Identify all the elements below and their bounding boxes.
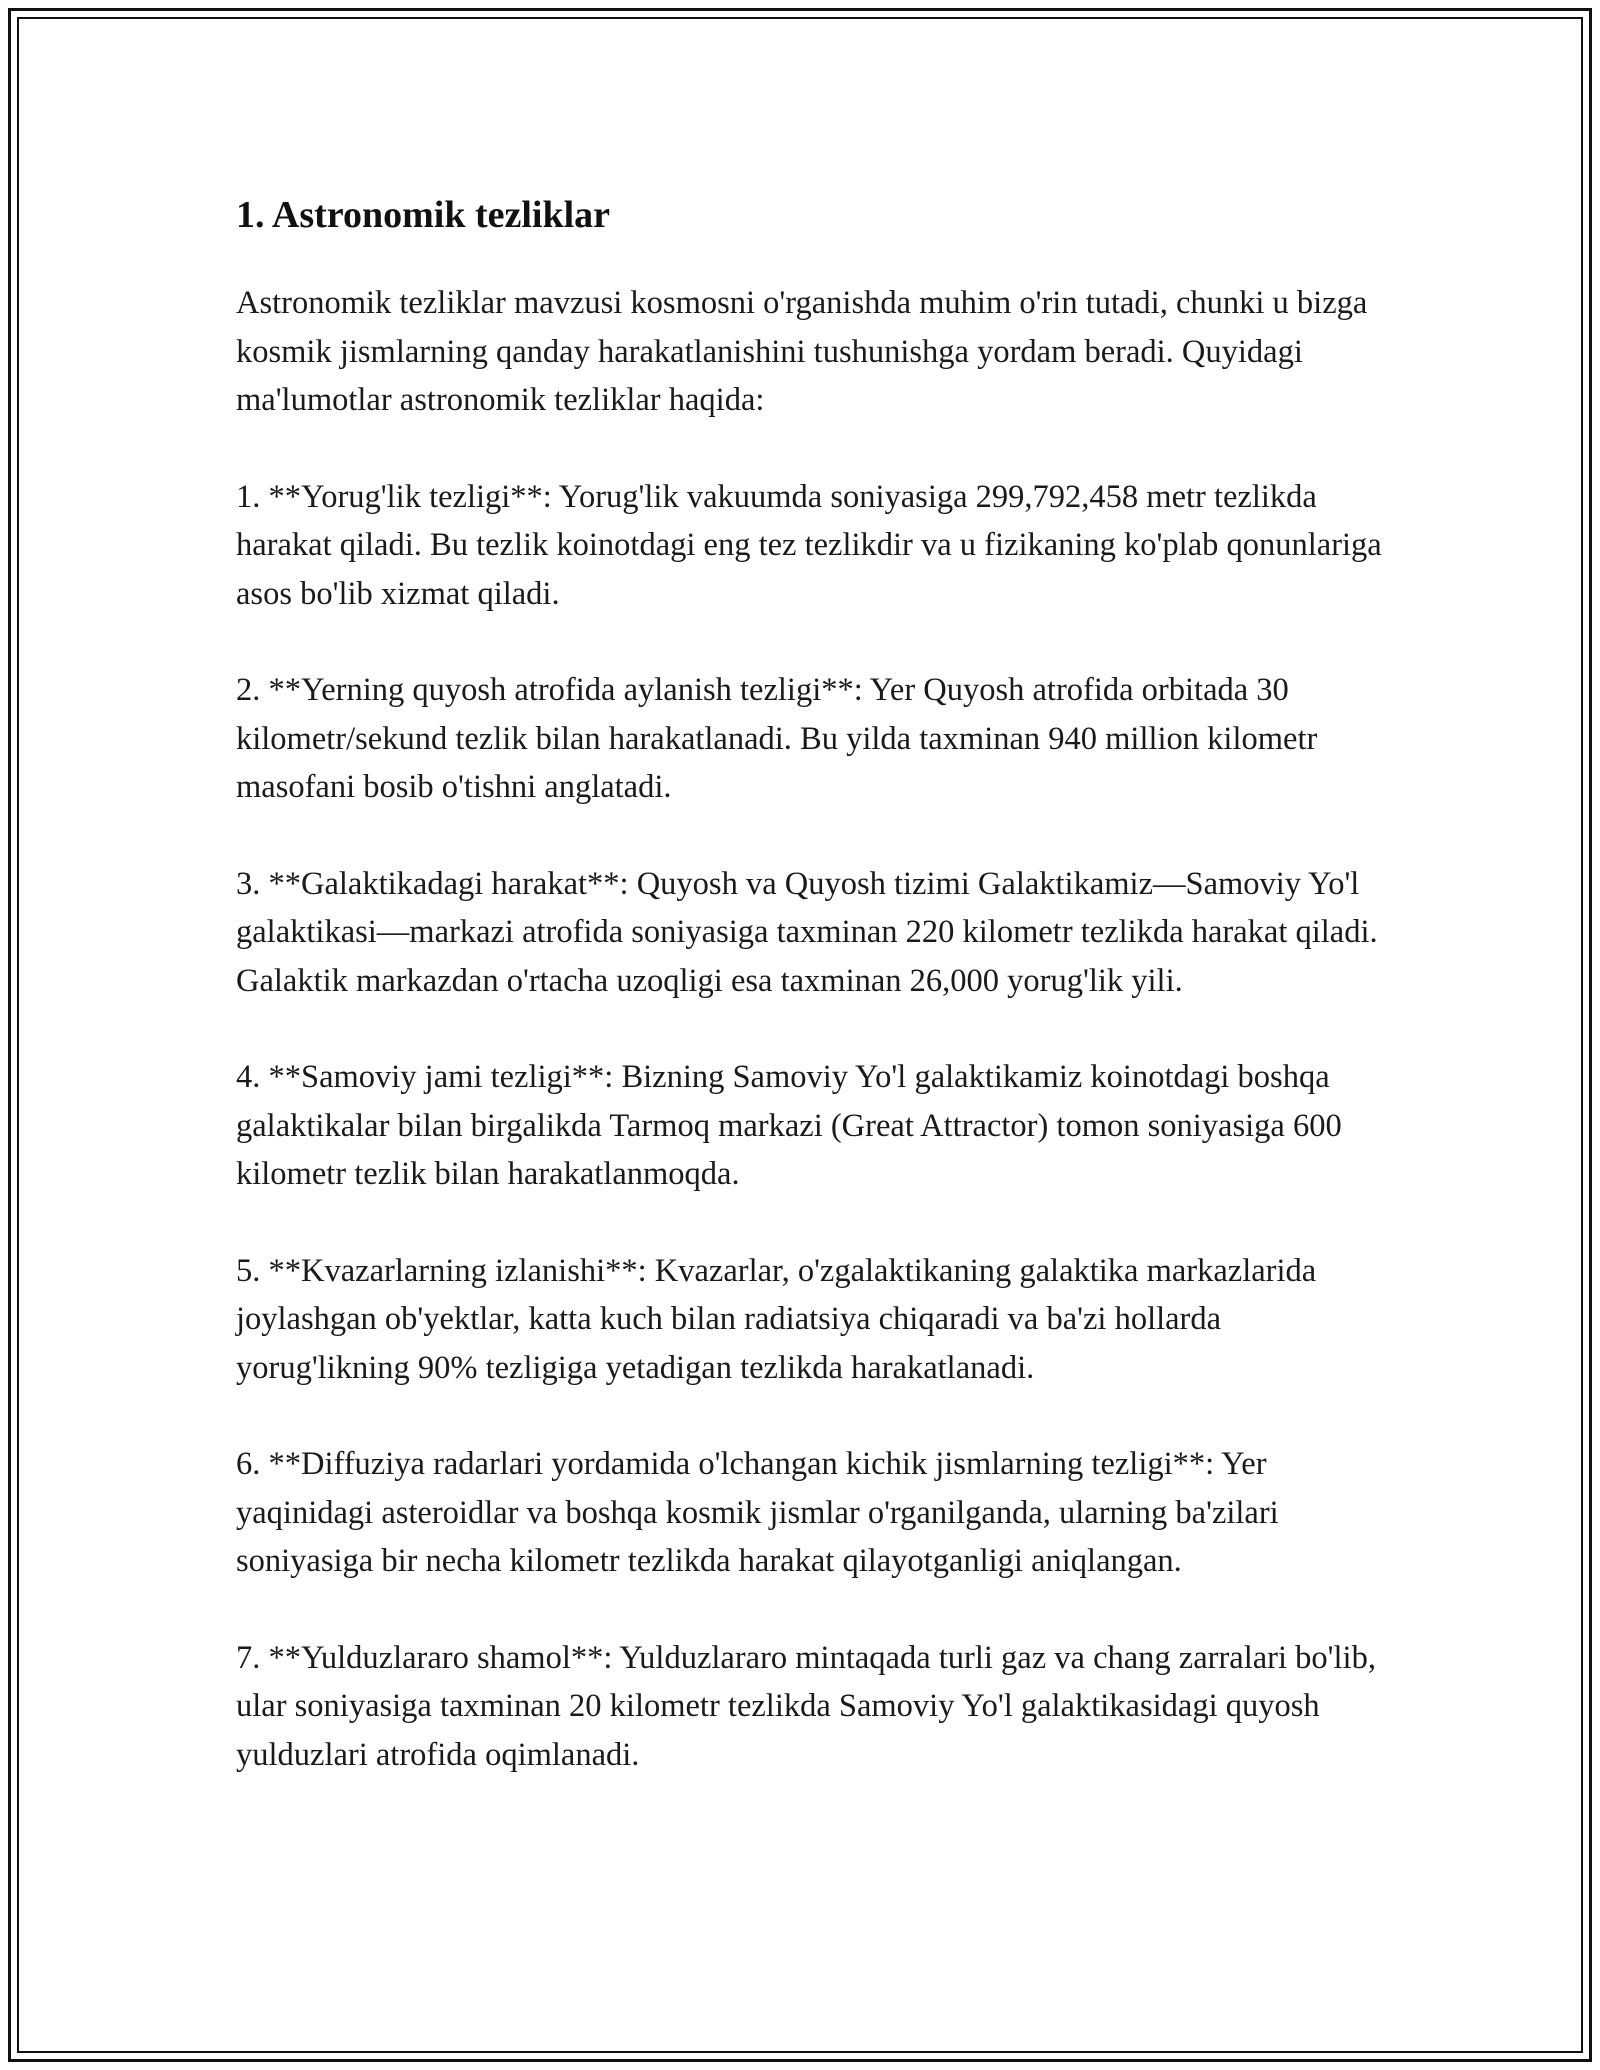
list-item-interstellar-wind: 7. **Yulduzlararo shamol**: Yulduzlararo mintaqada turli gaz va chang zarralari bo'lib, ular soniyasiga taxminan 20 kilometr tezlikda Samoviy Yo'l galaktikasidagi quyosh yulduzlari atrofida oqimlanadi. <box>236 1639 1376 1773</box>
list-item-galactic-motion: 3. **Galaktikadagi harakat**: Quyosh va Quyosh tizimi Galaktikamiz—Samoviy Yo'l galaktikasi—markazi atrofida soniyasiga taxminan 220 kilometr tezlikda harakat qiladi. Galaktik markazdan o'rtacha uzoqligi esa taxminan 26,000 yorug'lik yili. <box>236 865 1378 999</box>
section-heading: 1. Astronomik tezliklar <box>236 194 611 236</box>
list-item-small-bodies: 6. **Diffuziya radarlari yordamida o'lchangan kichik jismlarning tezligi**: Yer yaqinidagi asteroidlar va boshqa kosmik jismlar o'rganilganda, ularning ba'zilari soniyasiga bir necha kilometr tezlikda harakat qilayotganligi aniqlangan. <box>236 1446 1279 1579</box>
document-body <box>236 187 1386 1827</box>
list-item-earth-orbit: 2. **Yerning quyosh atrofida aylanish tezligi**: Yer Quyosh atrofida orbitada 30 kilometr/sekund tezlik bilan harakatlanadi. Bu yilda taxminan 940 million kilometr masofani bosib o'tishni anglatadi. <box>236 672 1318 805</box>
list-item-milky-way-velocity: 4. **Samoviy jami tezligi**: Bizning Samoviy Yo'l galaktikamiz koinotdagi boshqa galaktikalar bilan birgalikda Tarmoq markazi (Great Attractor) tomon soniyasiga 600 kilometr tezlik bilan harakatlanmoqda. <box>236 1059 1342 1192</box>
list-item-quasars: 5. **Kvazarlarning izlanishi**: Kvazarlar, o'zgalaktikaning galaktika markazlarida joylashgan ob'yektlar, katta kuch bilan radiatsiya chiqaradi va ba'zi hollarda yorug'likning 90% tezligiga yetadigan tezlikda harakatlanadi. <box>236 1252 1317 1386</box>
intro-paragraph: Astronomik tezliklar mavzusi kosmosni o'rganishda muhim o'rin tutadi, chunki u bizga kosmik jismlarning qanday harakatlanishini tushunishga yordam beradi. Quyidagi ma'lumotlar astronomik tezliklar haqida: <box>236 285 1368 418</box>
list-item-light-speed: 1. **Yorug'lik tezligi**: Yorug'lik vakuumda soniyasiga 299,792,458 metr tezlikda harakat qiladi. Bu tezlik koinotdagi eng tez tezlikdir va u fizikaning ko'plab qonunlariga asos bo'lib xizmat qiladi. <box>236 478 1382 612</box>
